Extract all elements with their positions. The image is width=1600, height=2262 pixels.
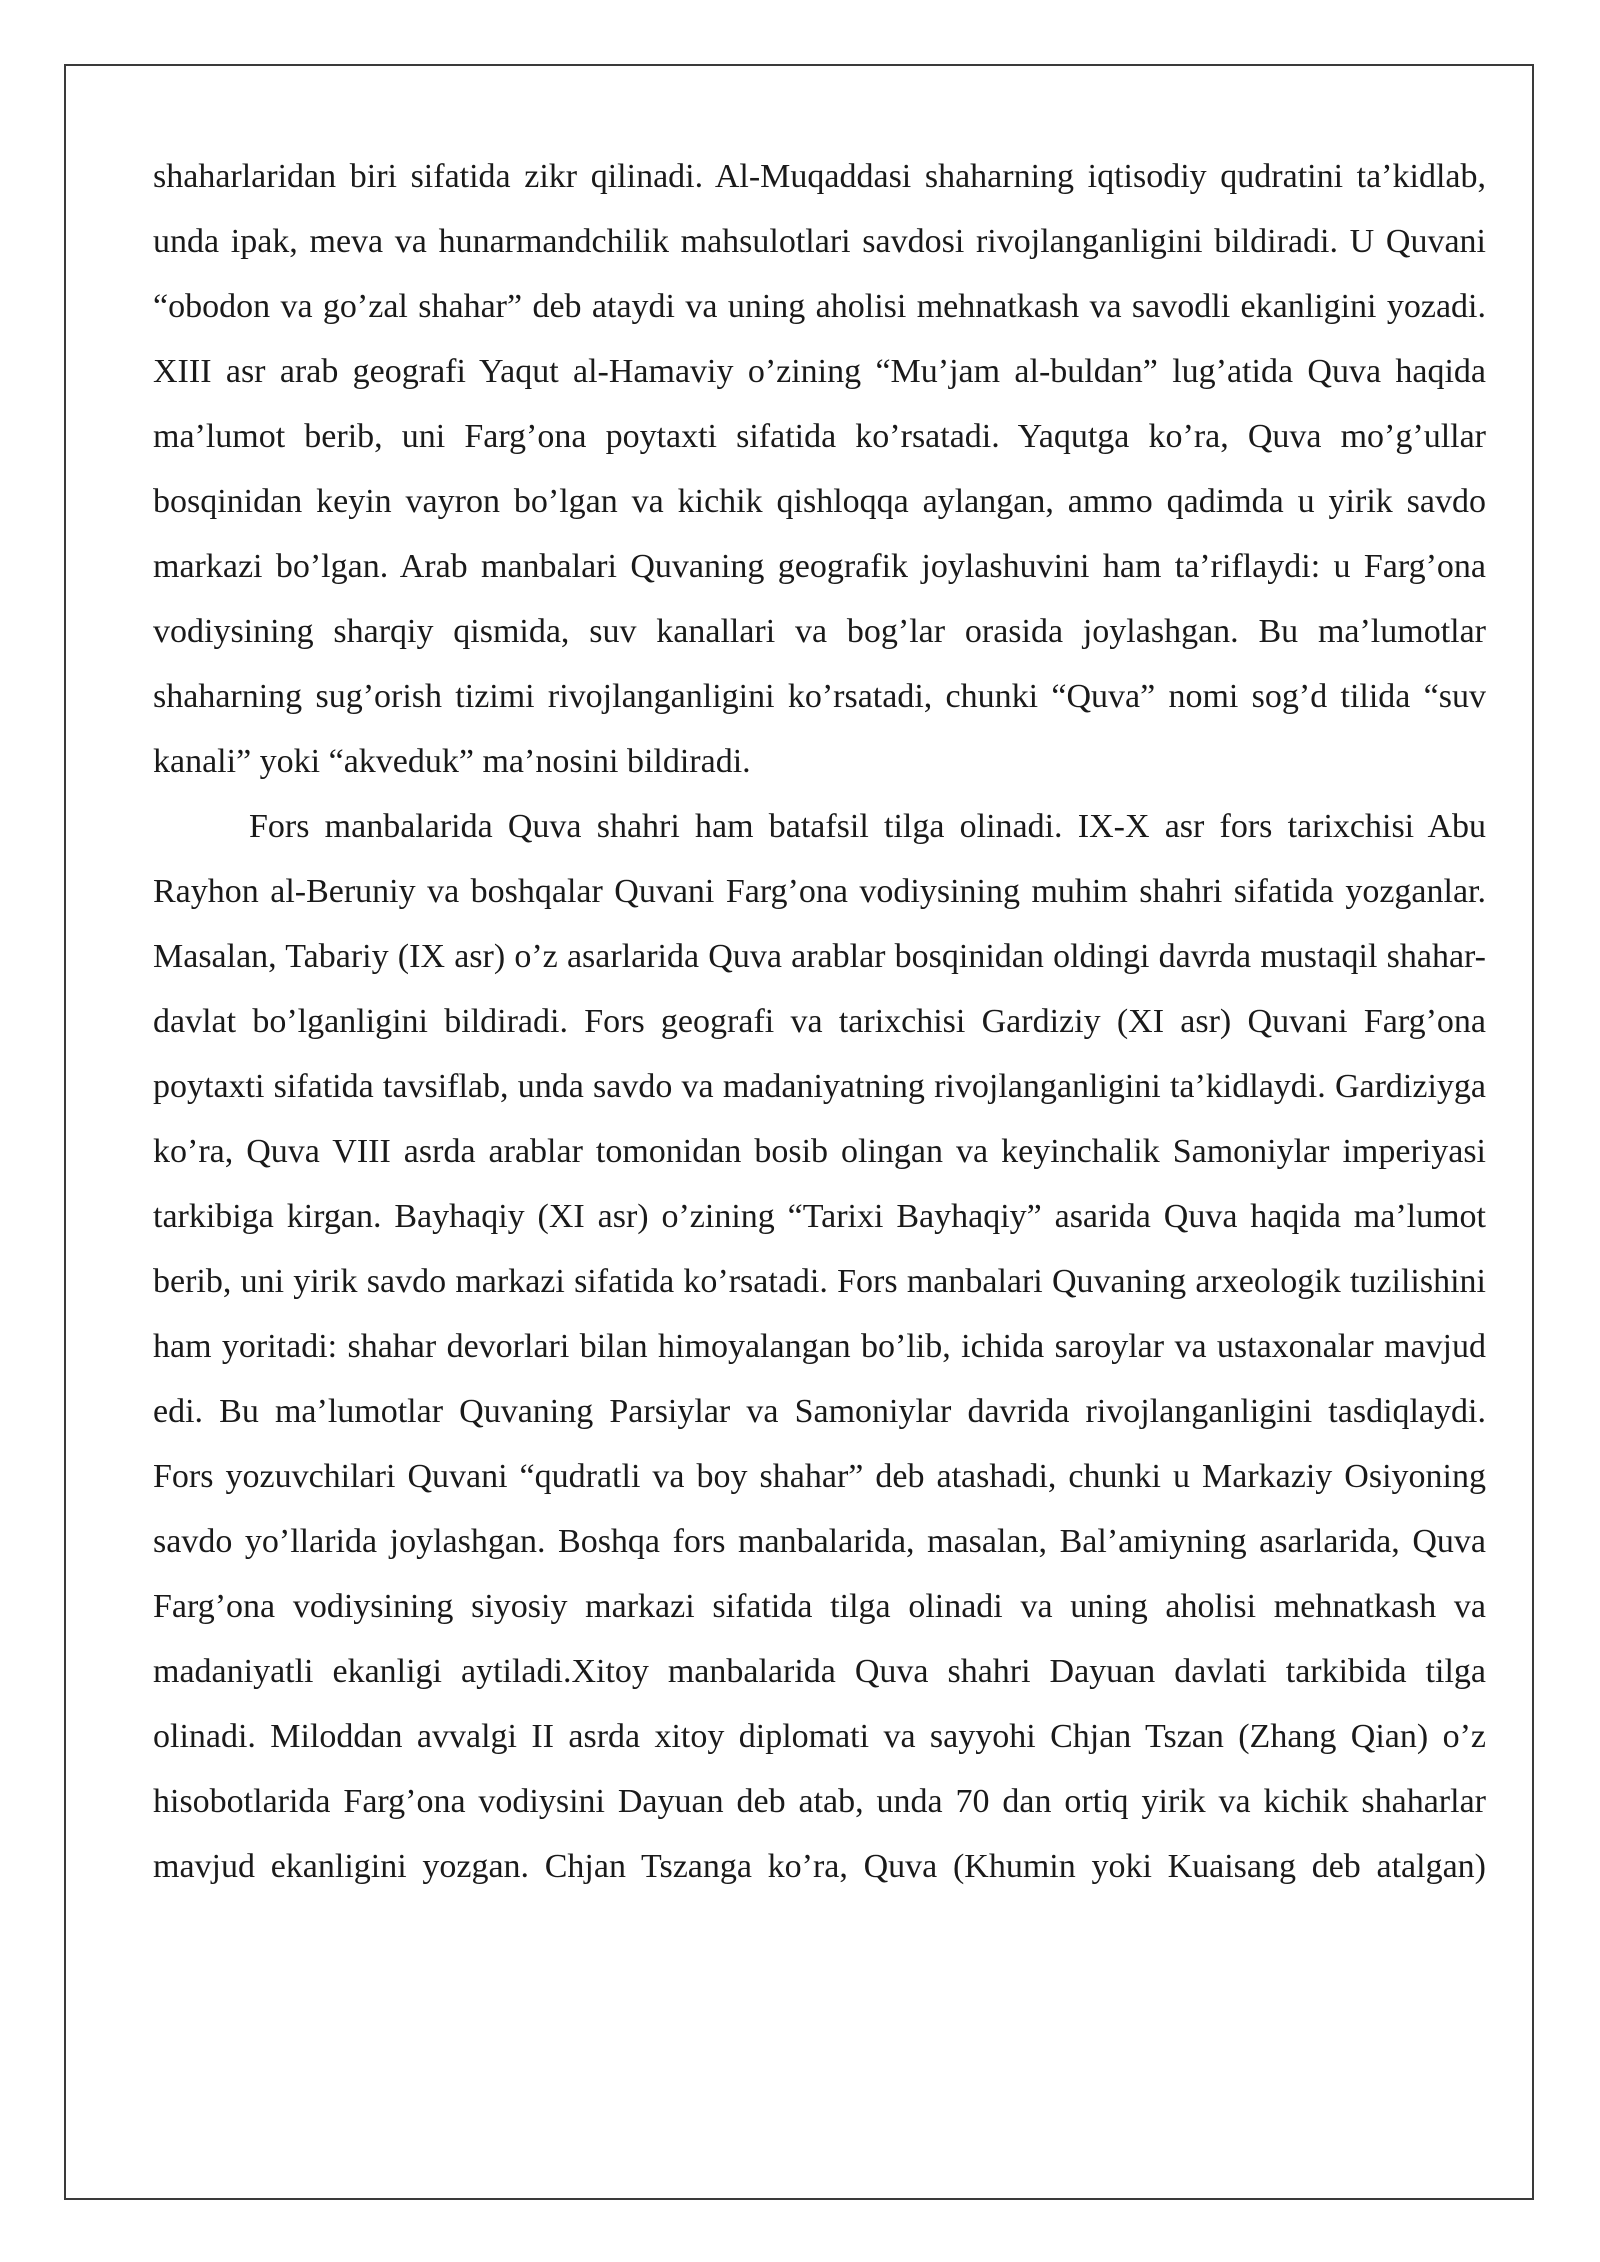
document-body (153, 144, 1486, 1899)
paragraph-arab-sources: shaharlaridan biri sifatida zikr qilinadi. Al-Muqaddasi shaharning iqtisodiy qudratini ta’kidlab, unda ipak, meva va hunarmandchilik mahsulotlari savdosi rivojlanganligini bildiradi. U Quvani “obodon va go’zal shahar” deb ataydi va uning aholisi mehnatkash va savodli ekanligini yozadi. XIII asr arab geografi Yaqut al-Hamaviy o’zining “Mu’jam al-buldan” lug’atida Quva haqida ma’lumot berib, uni Farg’ona poytaxti sifatida ko’rsatadi. Yaqutga ko’ra, Quva mo’g’ullar bosqinidan keyin vayron bo’lgan va kichik qishloqqa aylangan, ammo qadimda u yirik savdo markazi bo’lgan. Arab manbalari Quvaning geografik joylashuvini ham ta’riflaydi: u Farg’ona vodiysining sharqiy qismida, suv kanallari va bog’lar orasida joylashgan. Bu ma’lumotlar shaharning sug’orish tizimi rivojlanganligini ko’rsatadi, chunki “Quva” nomi sog’d tilida “suv kanali” yoki “akveduk” ma’nosini bildiradi. (153, 158, 1486, 780)
paragraph-persian-chinese-sources: Fors manbalarida Quva shahri ham batafsil tilga olinadi. IX-X asr fors tarixchisi Abu Rayhon al-Beruniy va boshqalar Quvani Farg’ona vodiysining muhim shahri sifatida yozganlar. Masalan, Tabariy (IX asr) o’z asarlarida Quva arablar bosqinidan oldingi davrda mustaqil shahar-davlat bo’lganligini bildiradi. Fors geografi va tarixchisi Gardiziy (XI asr) Quvani Farg’ona poytaxti sifatida tavsiflab, unda savdo va madaniyatning rivojlanganligini ta’kidlaydi. Gardiziyga ko’ra, Quva VIII asrda arablar tomonidan bosib olingan va keyinchalik Samoniylar imperiyasi tarkibiga kirgan. Bayhaqiy (XI asr) o’zining “Tarixi Bayhaqiy” asarida Quva haqida ma’lumot berib, uni yirik savdo markazi sifatida ko’rsatadi. Fors manbalari Quvaning arxeologik tuzilishini ham yoritadi: shahar devorlari bilan himoyalangan bo’lib, ichida saroylar va ustaxonalar mavjud edi. Bu ma’lumotlar Quvaning Parsiylar va Samoniylar davrida rivojlanganligini tasdiqlaydi. Fors yozuvchilari Quvani “qudratli va boy shahar” deb atashadi, chunki u Markaziy Osiyoning savdo yo’llarida joylashgan. Boshqa fors manbalarida, masalan, Bal’amiyning asarlarida, Quva Farg’ona vodiysining siyosiy markazi sifatida tilga olinadi va uning aholisi mehnatkash va madaniyatli ekanligi aytiladi.Xitoy manbalarida Quva shahri Dayuan davlati tarkibida tilga olinadi. Miloddan avvalgi II asrda xitoy diplomati va sayyohi Chjan Tszan (Zhang Qian) o’z hisobotlarida Farg’ona vodiysini Dayuan deb atab, unda 70 dan ortiq yirik va kichik shaharlar mavjud ekanligini yozgan. Chjan Tszanga ko’ra, Quva (Khumin yoki Kuaisang deb atalgan) (153, 808, 1486, 1885)
